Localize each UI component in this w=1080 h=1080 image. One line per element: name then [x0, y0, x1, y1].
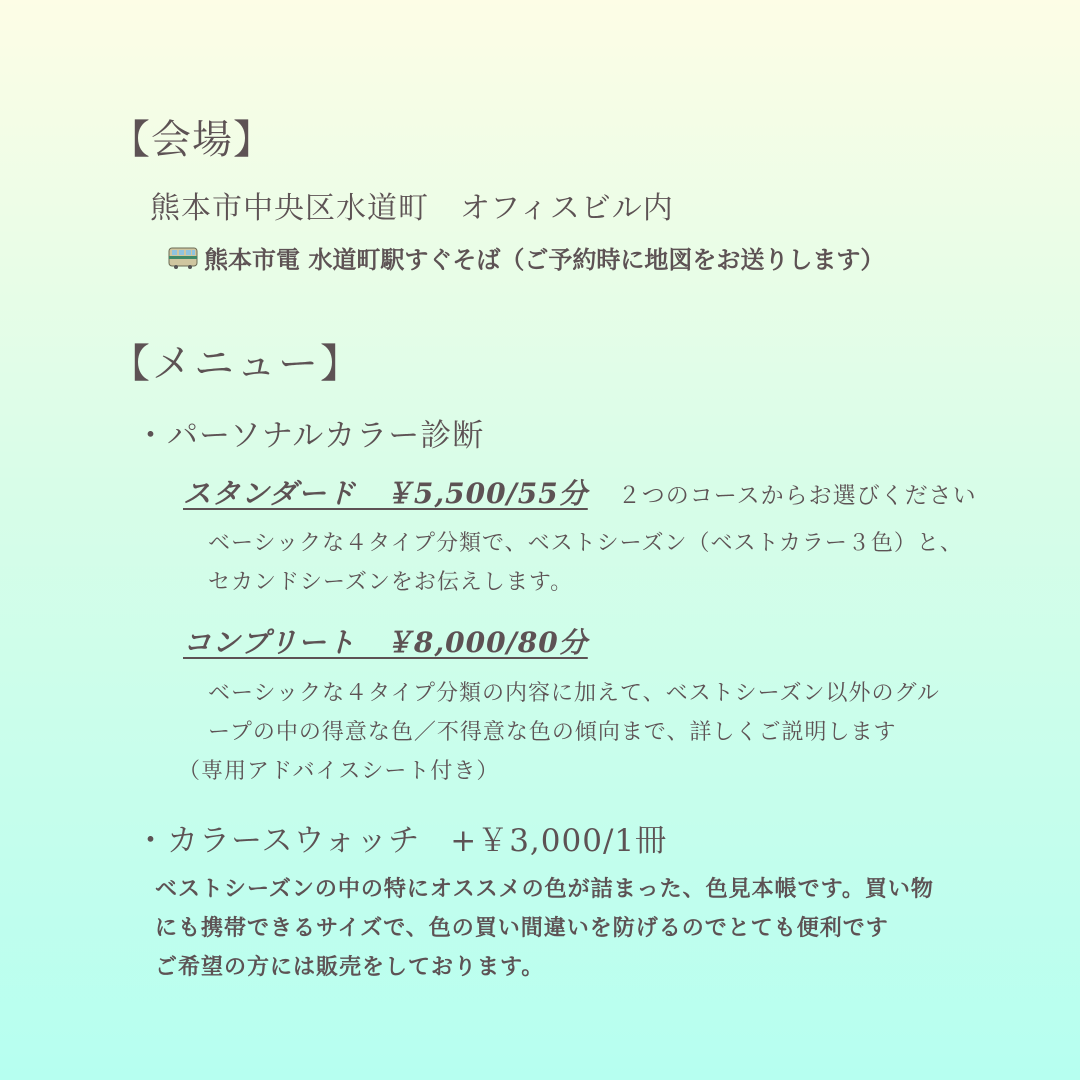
desc-line: （専用アドバイスシート付き）: [178, 759, 500, 784]
course-complete-label: コンプリート ￥8,000/80分: [183, 626, 588, 659]
course-complete-desc: [178, 674, 998, 791]
venue-address: 熊本市中央区水道町 オフィスビル内: [150, 191, 674, 226]
venue-heading: 【会場】: [110, 117, 274, 163]
menu-item-personal-color: ・パーソナルカラー診断: [135, 418, 485, 454]
course-standard-desc: [208, 524, 1008, 602]
color-swatch-desc: [155, 870, 1005, 987]
course-standard-label: スタンダード ￥5,500/55分: [183, 477, 588, 510]
tram-icon: [168, 246, 198, 270]
desc-line: ベストシーズンの中の特にオススメの色が詰まった、色見本帳です。買い物: [155, 876, 934, 902]
desc-line: セカンドシーズンをお伝えします。: [208, 570, 574, 595]
course-complete: [183, 621, 588, 661]
menu-heading: 【メニュー】: [110, 341, 362, 387]
desc-line: ベーシックな４タイプ分類で、ベストシーズン（ベストカラー３色）と、: [208, 531, 963, 556]
menu-item-color-swatch-price: +￥3,000/1冊: [450, 823, 668, 859]
desc-line: ベーシックな４タイプ分類の内容に加えて、ベストシーズン以外のグル: [208, 681, 940, 706]
venue-access-text: 熊本市電 水道町駅すぐそば（ご予約時に地図をお送りします）: [204, 245, 885, 274]
venue-access: [168, 240, 884, 275]
desc-line: にも携帯できるサイズで、色の買い間違いを防げるのでとても便利です: [155, 915, 889, 941]
course-standard: [183, 472, 977, 512]
desc-line: ープの中の得意な色／不得意な色の傾向まで、詳しくご説明します: [208, 720, 897, 745]
menu-item-color-swatch: [135, 815, 667, 860]
desc-line: ご希望の方には販売をしております。: [155, 954, 545, 980]
course-choice-note: ２つのコースからお選びください: [617, 483, 977, 509]
menu-item-color-swatch-title: ・カラースウォッチ: [135, 823, 421, 859]
